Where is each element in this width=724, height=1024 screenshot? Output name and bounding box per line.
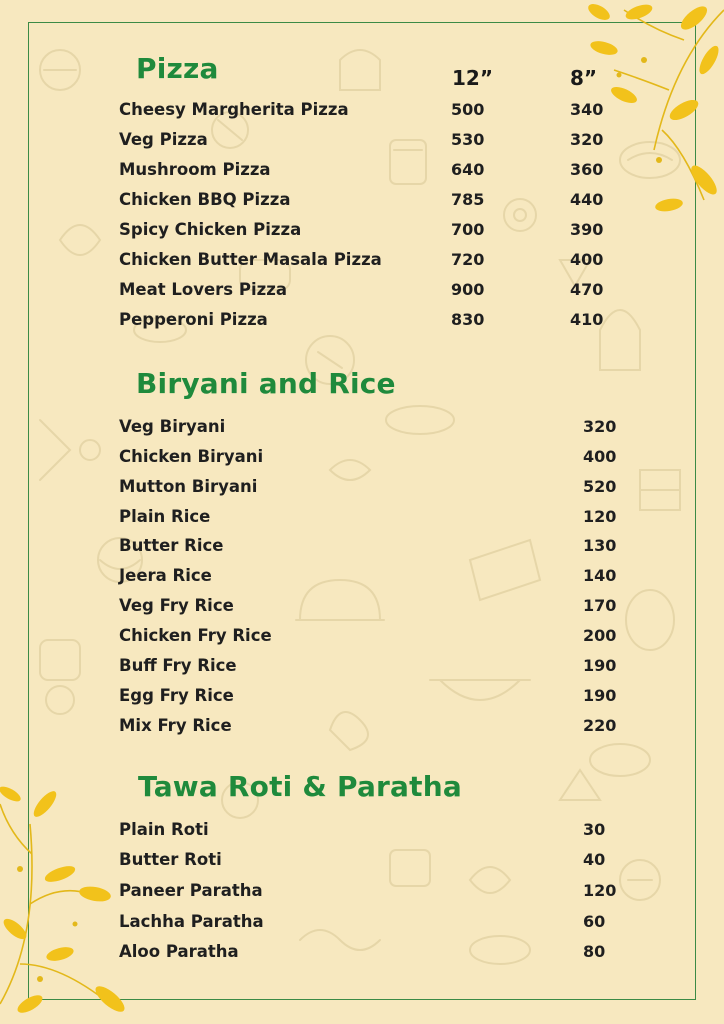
menu-item [0, 820, 724, 850]
item-name: Mushroom Pizza [119, 160, 271, 179]
item-price-12-inch: 530 [451, 130, 485, 149]
item-price-12-inch: 830 [451, 310, 485, 329]
menu-item [0, 130, 724, 160]
menu-item [0, 881, 724, 911]
menu-item [0, 850, 724, 880]
section-title-biryani-rice: Biryani and Rice [136, 367, 396, 400]
menu-item [0, 100, 724, 130]
item-price: 190 [583, 656, 617, 675]
menu-item [0, 536, 724, 566]
item-name: Plain Roti [119, 820, 209, 839]
item-name: Veg Biryani [119, 417, 226, 436]
menu-item [0, 220, 724, 250]
item-name: Meat Lovers Pizza [119, 280, 287, 299]
item-name: Mutton Biryani [119, 477, 258, 496]
item-name: Plain Rice [119, 507, 211, 526]
item-price: 200 [583, 626, 617, 645]
menu-item [0, 280, 724, 310]
item-name: Aloo Paratha [119, 942, 239, 961]
item-price: 40 [583, 850, 606, 869]
item-price-8-inch: 360 [570, 160, 604, 179]
menu-item [0, 160, 724, 190]
item-price: 120 [583, 881, 617, 900]
item-price: 140 [583, 566, 617, 585]
item-name: Paneer Paratha [119, 881, 263, 900]
item-price-8-inch: 400 [570, 250, 604, 269]
item-price-8-inch: 440 [570, 190, 604, 209]
item-price-8-inch: 470 [570, 280, 604, 299]
item-name: Chicken Butter Masala Pizza [119, 250, 382, 269]
item-price-8-inch: 340 [570, 100, 604, 119]
item-name: Spicy Chicken Pizza [119, 220, 302, 239]
item-name: Butter Roti [119, 850, 222, 869]
menu-item [0, 507, 724, 537]
item-name: Jeera Rice [119, 566, 212, 585]
item-price: 130 [583, 536, 617, 555]
menu-item [0, 447, 724, 477]
menu-item [0, 596, 724, 626]
item-name: Pepperoni Pizza [119, 310, 268, 329]
item-price: 30 [583, 820, 606, 839]
menu-item [0, 716, 724, 746]
item-name: Cheesy Margherita Pizza [119, 100, 349, 119]
item-price: 170 [583, 596, 617, 615]
item-price-8-inch: 320 [570, 130, 604, 149]
item-price: 120 [583, 507, 617, 526]
item-price: 60 [583, 912, 606, 931]
item-price: 320 [583, 417, 617, 436]
item-price-8-inch: 390 [570, 220, 604, 239]
item-price: 220 [583, 716, 617, 735]
menu-item [0, 250, 724, 280]
column-header-8-inch: 8” [570, 66, 598, 90]
item-name: Egg Fry Rice [119, 686, 234, 705]
column-header-12-inch: 12” [452, 66, 493, 90]
menu-item [0, 566, 724, 596]
menu-item [0, 477, 724, 507]
item-price: 400 [583, 447, 617, 466]
menu-item [0, 626, 724, 656]
item-name: Chicken Biryani [119, 447, 264, 466]
item-name: Mix Fry Rice [119, 716, 232, 735]
item-name: Butter Rice [119, 536, 224, 555]
item-price-12-inch: 500 [451, 100, 485, 119]
item-price-12-inch: 720 [451, 250, 485, 269]
menu-item [0, 912, 724, 942]
item-price: 80 [583, 942, 606, 961]
menu-item [0, 190, 724, 220]
item-name: Veg Pizza [119, 130, 208, 149]
menu-item [0, 310, 724, 340]
item-name: Chicken Fry Rice [119, 626, 272, 645]
item-price-8-inch: 410 [570, 310, 604, 329]
item-price: 190 [583, 686, 617, 705]
item-price-12-inch: 900 [451, 280, 485, 299]
menu-item [0, 942, 724, 972]
item-price-12-inch: 785 [451, 190, 485, 209]
menu-item [0, 417, 724, 447]
menu-item [0, 656, 724, 686]
item-price-12-inch: 640 [451, 160, 485, 179]
section-title-pizza: Pizza [136, 52, 219, 85]
section-title-tawa-roti-paratha: Tawa Roti & Paratha [138, 770, 462, 803]
item-name: Buff Fry Rice [119, 656, 237, 675]
item-name: Lachha Paratha [119, 912, 264, 931]
item-name: Chicken BBQ Pizza [119, 190, 291, 209]
item-name: Veg Fry Rice [119, 596, 234, 615]
menu-item [0, 686, 724, 716]
item-price-12-inch: 700 [451, 220, 485, 239]
item-price: 520 [583, 477, 617, 496]
